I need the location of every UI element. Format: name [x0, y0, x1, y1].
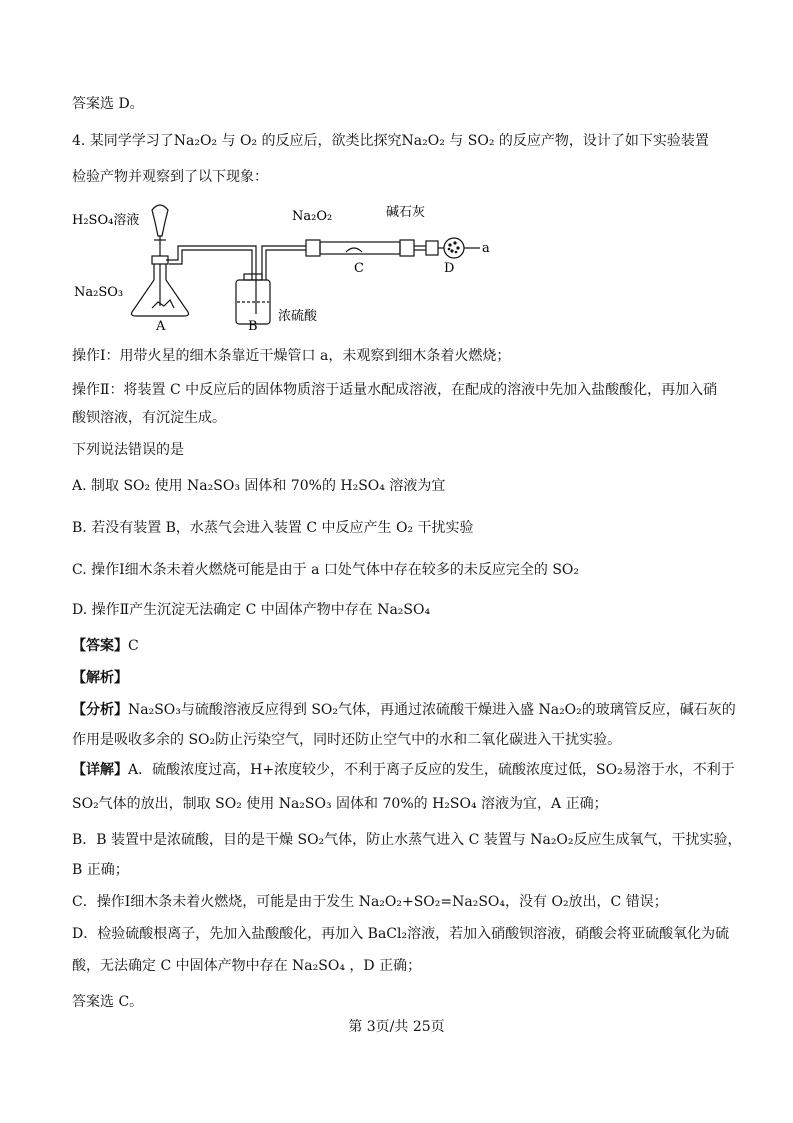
answer-tag: 【答案】	[72, 638, 128, 654]
detail-b-line2: B 正确；	[72, 862, 129, 878]
previous-answer: 答案选 D。	[72, 96, 144, 112]
question-prompt: 下列说法错误的是	[72, 442, 184, 458]
operation-2-line2: 酸钡溶液，有沉淀生成。	[72, 410, 226, 426]
detail-d-line1: D．检验硫酸根离子，先加入盐酸酸化，再加入 BaCl₂溶液，若加入硝酸钡溶液，硝酸会将亚硫酸氧化为硫	[72, 926, 730, 942]
fenxi-tag: 【分析】	[72, 702, 128, 718]
label-conc-acid: 浓硫酸	[278, 309, 318, 324]
answer-line	[72, 636, 139, 656]
operation-2-line1: 操作Ⅱ：将装置 C 中反应后的固体物质溶于适量水配成溶液，在配成的溶液中先加入盐酸酸化，再加入硝	[72, 382, 718, 398]
detail-c-line: C．操作Ⅰ细木条未着火燃烧，可能是由于发生 Na₂O₂+SO₂=Na₂SO₄，没有 O₂放出，C 错误；	[72, 894, 668, 910]
final-answer: 答案选 C。	[72, 994, 144, 1010]
label-d: D	[444, 261, 455, 276]
label-a: A	[156, 319, 166, 334]
option-c: C. 操作Ⅰ细木条未着火燃烧可能是由于 a 口处气体中存在较多的未反应完全的 SO₂	[72, 562, 580, 578]
operation-1: 操作Ⅰ：用带火星的细木条靠近干燥管口 a，未观察到细木条着火燃烧；	[72, 348, 511, 364]
label-outlet-a: a	[482, 241, 490, 256]
option-d: D. 操作Ⅱ产生沉淀无法确定 C 中固体产物中存在 Na₂SO₄	[72, 602, 431, 618]
fenxi-line1: 【分析】Na₂SO₃与硫酸溶液反应得到 SO₂气体，再通过浓硫酸干燥进入盛 Na₂O₂的玻璃管反应，碱石灰的	[72, 702, 736, 718]
detail-tag: 【详解】	[72, 762, 128, 778]
detail-a-line1: 【详解】A．硫酸浓度过高，H+浓度较少，不利于离子反应的发生，硫酸浓度过低，SO₂易溶于水，不利于	[72, 762, 735, 778]
detail-b-line1: B．B 装置中是浓硫酸，目的是干燥 SO₂气体，防止水蒸气进入 C 装置与 Na₂O₂反应生成氧气，干扰实验，	[72, 832, 742, 848]
detail-a-line2: SO₂气体的放出，制取 SO₂ 使用 Na₂SO₃ 固体和 70%的 H₂SO₄ 溶液为宜，A 正确；	[72, 796, 608, 812]
question-stem-line1: 4. 某同学学习了Na₂O₂ 与 O₂ 的反应后，欲类比探究Na₂O₂ 与 SO₂ 的反应产物，设计了如下实验装置	[72, 133, 709, 149]
label-na2o2: Na₂O₂	[292, 209, 333, 224]
question-stem-line2: 检验产物并观察到了以下现象：	[72, 169, 268, 185]
analysis-tag: 【解析】	[72, 670, 128, 686]
option-a: A. 制取 SO₂ 使用 Na₂SO₃ 固体和 70%的 H₂SO₄ 溶液为宜	[72, 478, 446, 494]
label-b: B	[248, 319, 258, 334]
label-na2so3: Na₂SO₃	[74, 285, 124, 300]
answer-value: C	[128, 638, 139, 654]
label-h2so4: H₂SO₄溶液	[72, 213, 140, 228]
option-b: B. 若没有装置 B，水蒸气会进入装置 C 中反应产生 O₂ 干扰实验	[72, 520, 474, 536]
apparatus-diagram	[66, 196, 490, 336]
label-c: C	[354, 261, 364, 276]
page-footer: 第 3页/共 25页	[348, 1019, 445, 1035]
fenxi-line2: 作用是吸收多余的 SO₂防止污染空气，同时还防止空气中的水和二氧化碳进入干扰实验。	[72, 732, 622, 748]
detail-d-line2: 酸，无法确定 C 中固体产物中存在 Na₂SO₄ ，D 正确；	[72, 958, 422, 974]
label-soda-lime: 碱石灰	[386, 205, 426, 220]
